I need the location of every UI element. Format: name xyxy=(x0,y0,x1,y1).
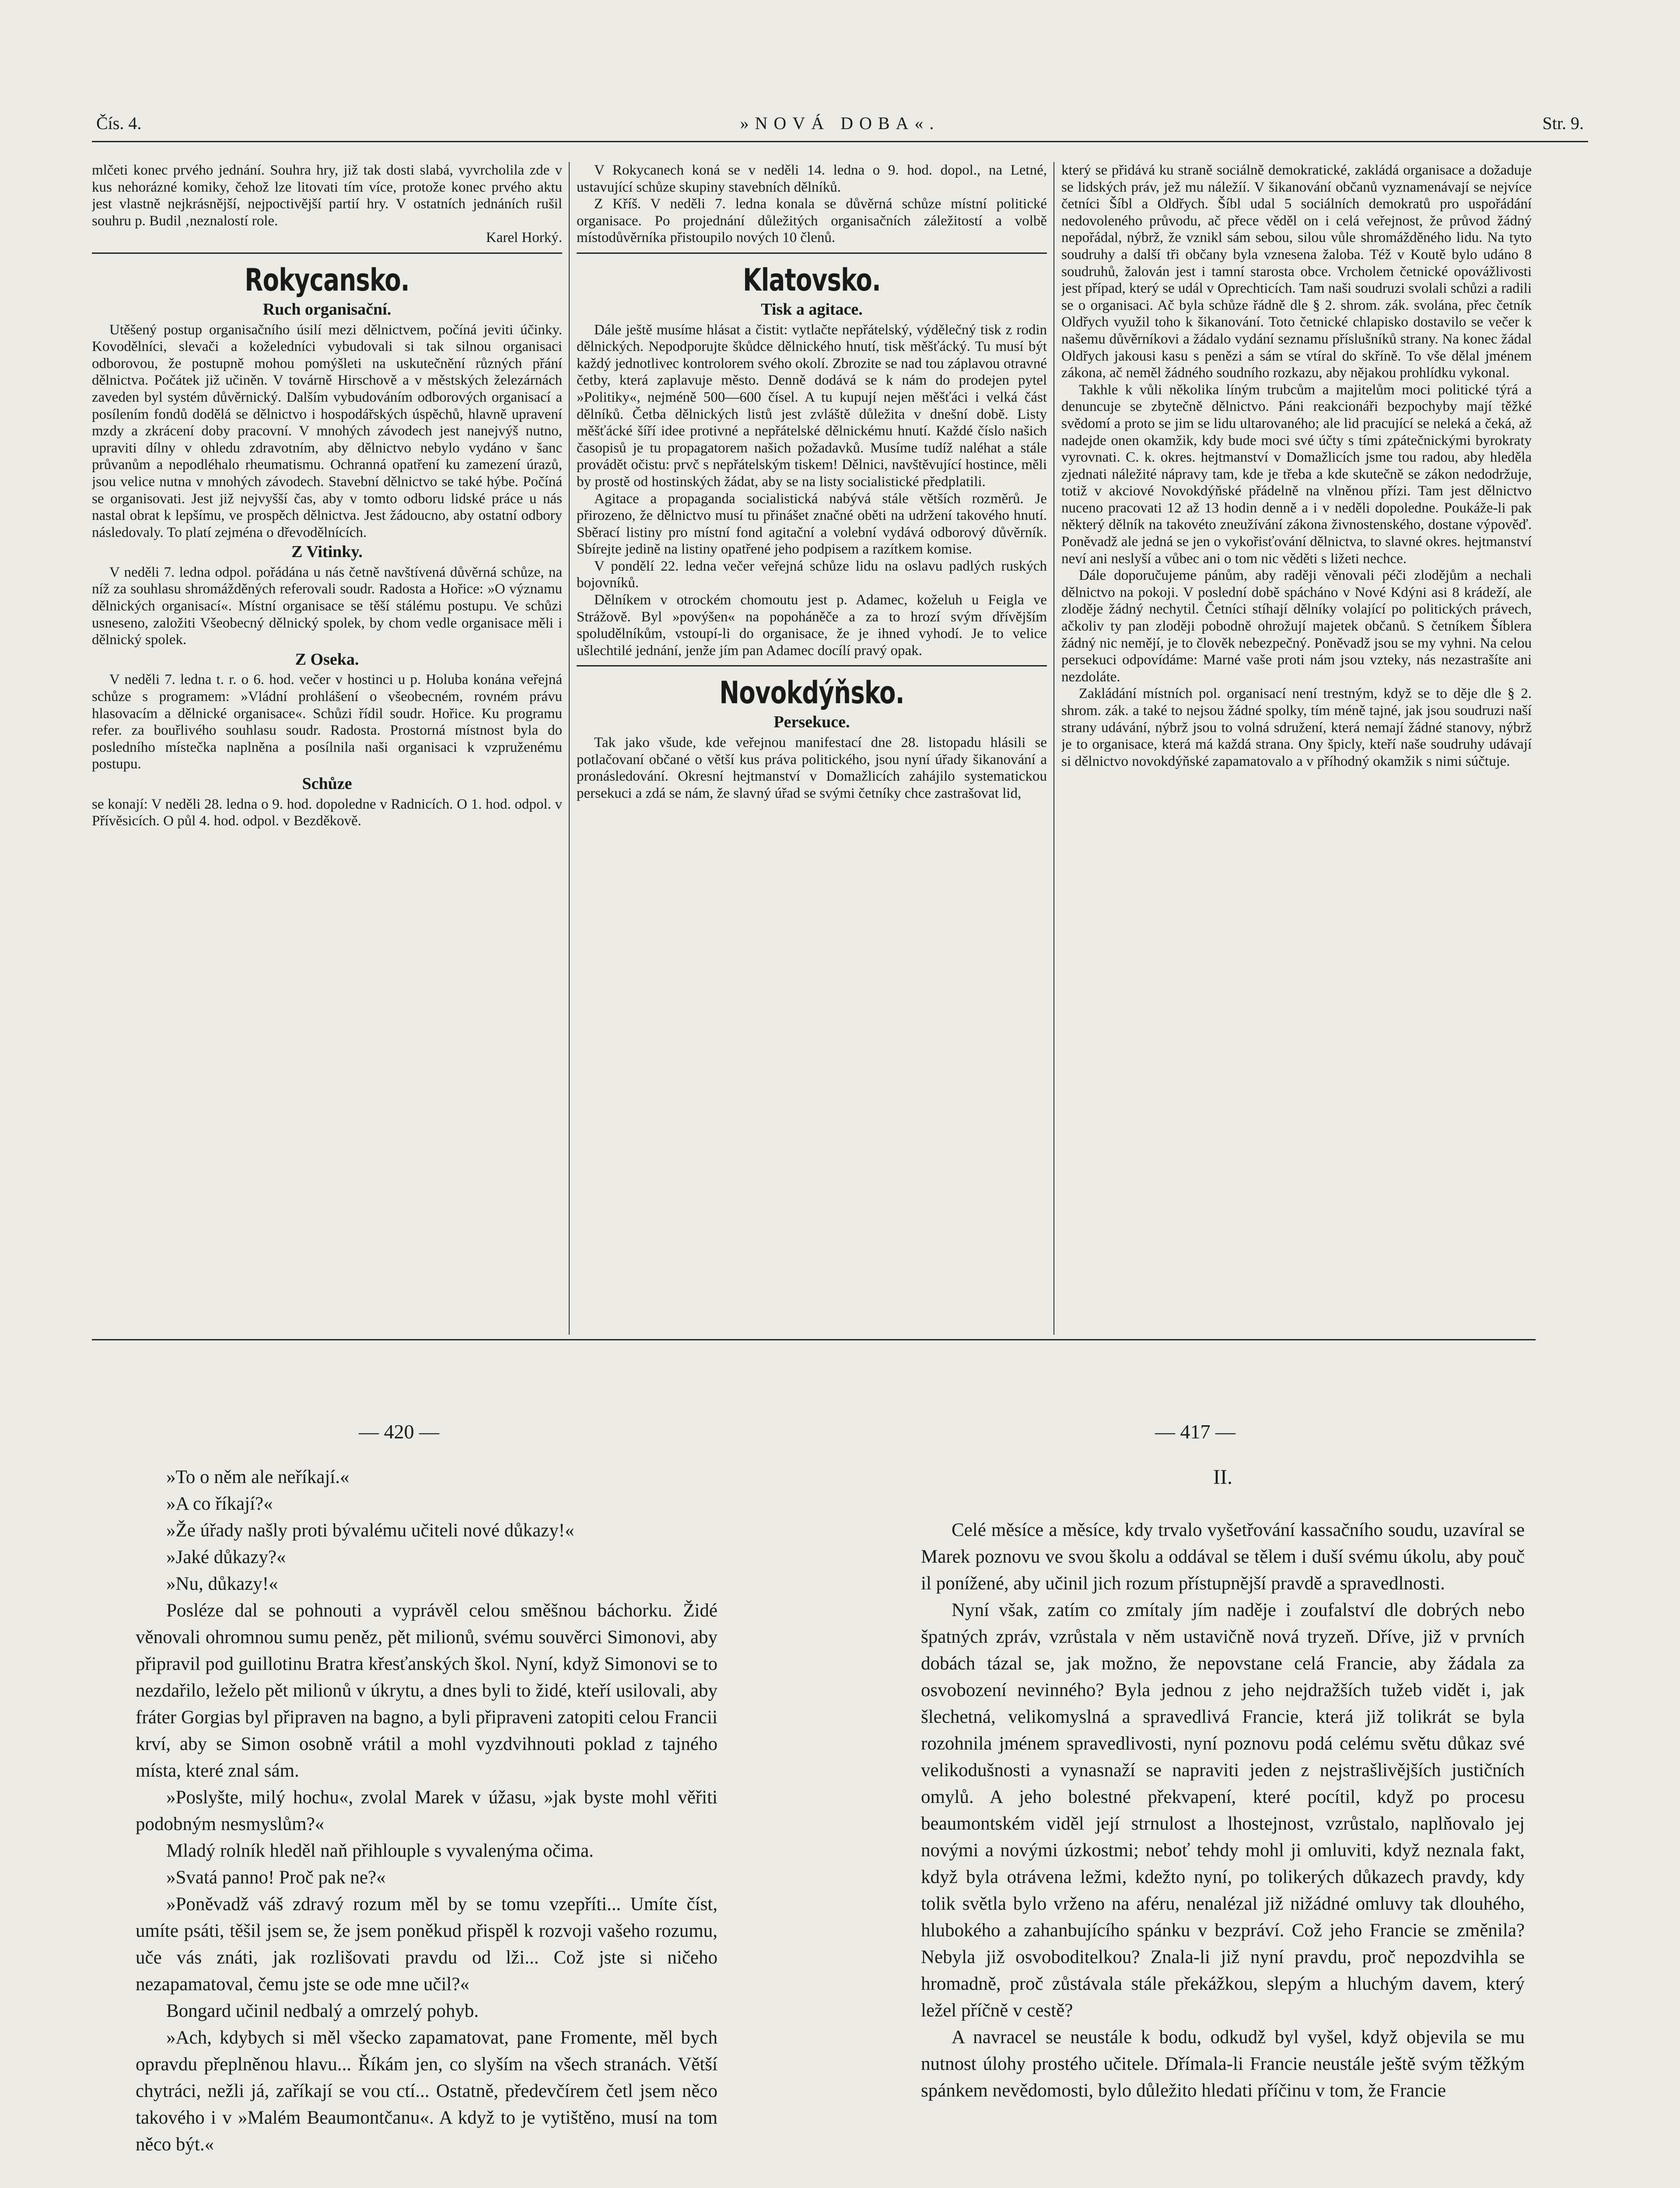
region-heading-klatovsko: Klatovsko. xyxy=(743,262,881,298)
article-paragraph: Agitace a propaganda socialistická nabývá stále větších rozměrů. Je přirozeno, že dělnictvo musí tu přinášet značné oběti na udržení takového hnutí. Sběrací listiny pro místní fond agitační a volební vydává odborový důvěrník. Sbírejte jedině na listiny opatřené jeho podpisem a razítkem komise. xyxy=(577,491,1047,558)
review-signature: Karel Horký. xyxy=(486,230,562,246)
article-paragraph: Dále doporučujeme pánům, aby raději věnovali péči zlodějům a nechali dělnictvo na pokoji. V poslední době spácháno v Nové Kdýni asi 8 krádeží, ale zloděje žádný nechytil. Četníci stíhají dělníky volající po politických právech, ačkoliv ty pan zloději pobodně ohrožují majetek občanů. S četníkem Šíblera žádný nic nemějí, je to člověk nebezpečný. Poněvadž jsou se my vyhni. Na celou persekuci odpovídáme: Marné vaše proti nám jsou vzteky, nás nezastrašíte ani nezdoláte. xyxy=(1061,568,1532,685)
article-paragraph: V Rokycanech koná se v neděli 14. ledna o 9. hod. dopol., na Letné, ustavující schůze skupiny stavebních dělníků. xyxy=(577,162,1047,195)
book-paragraph: Nyní však, zatím co zmítaly jím naděje i zoufalství dle dobrých nebo špatných zpráv, vzrůstala v něm ustavičně nová tryzeň. Dříve, již v prvních dobách tázal se, jak možno, že nepovstane celá Francie, aby žádala za osvobození nevinného? Byla jednou z jeho nejdražších tužeb vidět i, jak šlechetná, velikomyslná a spravedlivá Francie, která již tolikrát se byla rozohnila jménem spravedlivosti, nyní poznovu podá celému světu důkaz své velikodušnosti a vynasnaží se napraviti jeden z nejstrašlivějších justičních omylů. A jeho bolestné překvapení, které pocítil, když po procesu beaumontském viděl její strnulost a lhostejnost, vzrůstalo, naplňovalo jej novými a novými úzkostmi; neboť tehdy mohl ji omluviti, když neznala fakt, když byla otrávena ležmi, kdežto nyní, po tolikerých důkazech pravdy, kdy tolik světla bylo vrženo na aféru, nenalézal již nižádné omluvy tak dlouhého, hlubokého a zahanbujícího spánku v bezpráví. Což jeho Francie se změnila? Nebyla již osvoboditelkou? Znala-li již nyní pravdu, proč nepozdvihla se hromadně, proč zůstávala stále překážkou, slepým a hluchým davem, který ležel příčně v cestě? xyxy=(921,1600,1525,2021)
book-paragraph: »A co říkají?« xyxy=(166,1494,273,1514)
column-3 xyxy=(1061,162,1532,1335)
subheading: Tisk a agitace. xyxy=(761,300,863,319)
section-divider xyxy=(577,252,1047,254)
book-paragraph: »Ach, kdybych si měl všecko zapamatovat, pane Fromente, měl bych opravdu přeplněnou hlavu... Říkám jen, co slyším na všech stranách. Větší chytráci, nežli já, zaříkají se vou ctí... Ostatně, předevčírem četl jsem něco takového i v »Malém Beaumontčanu«. A když to je vytištěno, musí na tom něco být.« xyxy=(136,2027,718,2155)
article-paragraph: Zakládání místních pol. organisací není trestným, když se to děje dle § 2. shrom. zák. a také to nejsou žádné spolky, tím méně tajné, jak jsou soudruzi naší strany udávání, nýbrž jsou to volná sdružení, která nemají žádné stanovy, nýbrž je to organisace, která má každá strana. Ony špicly, kteří naše soudruhy udávají si dělnictvo novokdýňské zapamatovalo a v příhodný okamžik s nimi súčtuje. xyxy=(1061,686,1532,769)
theatre-review-ending: mlčeti konec prvého jednání. Souhra hry, již tak dosti slabá, vyvrcholila zde v kus nehorázné komiky, čehož lze litovati tím více, protože konec prvého aktu jest vlastně nejkrásnější, nejpoctivější partií hry. V ostatních jednáních rušil souhru p. Budil ‚neznalostí role. xyxy=(92,162,562,229)
section-divider xyxy=(577,665,1047,666)
article-paragraph: se konají: V neděli 28. ledna o 9. hod. dopoledne v Radnicích. O 1. hod. odpol. v Přívěsicích. O půl 4. hod. odpol. v Bezděkově. xyxy=(92,796,562,829)
article-paragraph: Tak jako všude, kde veřejnou manifestací dne 28. listopadu hlásili se potlačovaní občané o větší kus práva politického, jsou nyní úřady šikanování a pronásledování. Okresní hejtmanství v Domažlicích zahájilo systematickou persekuci a zdá se nám, že slavný úřad se svými četníky chce zastrašovat lid, xyxy=(577,735,1047,801)
article-paragraph: Z Kříš. V neděli 7. ledna konala se důvěrná schůze místní politické organisace. Po projednání důležitých organisačních záležitostí a volbě místodůvěrníka přistoupilo nových 10 členů. xyxy=(577,196,1047,246)
article-paragraph: Dále ještě musíme hlásat a čistit: vytlačte nepřátelský, výdělečný tisk z rodin dělnických. Nepodporujte škůdce dělnického hnutí, tisk měšťácký. Tu musí být každý jednotlivec kontrolorem svého okolí. Zbrozite se nad tou záplavou otravné četby, která zaplavuje město. Denně dodává se k nám do prodejen pytel »Politiky«, nejméně 500—600 čísel. A tu kupují nejen měšťáci i velká část dělníků. Četba dělnických listů jest zvláště důležita v dnešní době. Listy měšťácké šíří idee protivné a nepřátelské dělnickému hnutí. Každé číslo našich časopisů je tu propagatorem našich požadavků. Musíme tudíž naléhat a stále provádět očistu: prvč s nepřátelským tiskem! Dělnici, navštěvující hostince, měli by prostě od hostinských žádat, aby se na listy socialistické předplatili. xyxy=(577,322,1047,490)
right-page-number: — 417 — xyxy=(1155,1420,1236,1443)
page-label: Str. 9. xyxy=(1542,113,1584,133)
column-separator xyxy=(569,162,570,1335)
book-paragraph: »Poslyšte, milý hochu«, zvolal Marek v úžasu, »jak byste mohl věřiti podobným nesmyslům?« xyxy=(136,1787,718,1834)
subheading: Z Oseka. xyxy=(295,650,359,669)
subheading: Z Vitinky. xyxy=(291,543,363,561)
article-paragraph: V neděli 7. ledna odpol. pořádána u nás četně navštívená důvěrná schůze, na níž za souhlasu shromážděných referovali soudr. Radosta a Hořice: »O významu dělnických organisací«. Místní organisace se těší stálému postupu. Ve schůzi usneseno, založiti Všeobecný dělnický spolek, by chom vedle organisace měli i dělnický spolek. xyxy=(92,564,562,648)
right-book-page xyxy=(921,1464,1525,2188)
article-paragraph: Takhle k vůli několika líným trubcům a majitelům moci politické týrá a denuncuje se zbytečně dělnictvo. Páni reakcionáři bezpochyby mají těžké svědomí a proto se jim se lidu ultarovaného; ale lid pracující se neleká a čeká, až nadejde onen okamžik, kdy bude moci své účty s tími zpátečnickými byrokraty vyrovnati. C. k. okres. hejtmanství v Domažlicích jsme tou radou, aby hleděla zjednati náležité nápravy tam, kde je třeba a kde skutečně se zákon nedodržuje, totiž v akciové Novokdýňské přádelně na vlněnou přízi. Tam jest dělnictvo nuceno pracovati 12 až 13 hodin denně a i v neděli dopoledne. Poukáže-li pak některý dělník na takovéto zneužívání zákona živnostenského, dostane výpověď. Poněvadž ale jedná se jen o vykořisťování dělnictva, to slavné okres. hejtmanství neví ani neslyší a vůbec ani o tom nic věděti s ližeti nechce. xyxy=(1061,382,1532,567)
column-1 xyxy=(92,162,562,1335)
book-paragraph: »Nu, důkazy!« xyxy=(166,1574,278,1594)
left-book-page xyxy=(136,1464,718,2188)
region-heading-novokdynsko: Novokdýňsko. xyxy=(719,675,904,711)
header-rule xyxy=(92,141,1588,142)
chapter-number: II. xyxy=(1213,1466,1232,1489)
book-paragraph: »To o něm ale neříkají.« xyxy=(166,1467,350,1487)
newspaper-header xyxy=(96,113,1584,139)
issue-number: Čís. 4. xyxy=(96,113,142,133)
article-paragraph: který se přidává ku straně sociálně demokratické, zakládá organisace a dožaduje se lidských práv, jež mu náležíí. V šikanování občanů vyznamenávají se nejvíce četníci Šíbl a Oldřych. Šíbl udal 5 sociálních demokratů pro uspořádání nedovoleného průvodu, ač přece věděl on i celá veřejnost, že průvod žádný nepořádal, nýbrž, že vznikl sám sebou, silou vůle shromážděného lidu. Na tyto soudruhy a další tři občany byla vznesena žaloba. Též v Koutě bylo udáno 8 soudruhů, žalován jest i tamní starosta obce. Vrcholem četnické opovážlivosti jest případ, který se udál v Oprechticích. Tam naši soudruzi svolali schůzi a radili se o organisaci. Ač byla schůze řádně dle § 2. shrom. zák. svolána, přec četník Oldřych využil toho k šikanování. Toto četnické chlapisko dostavilo se večer k našemu důvěrníkovi a žádalo vydání seznamu příslušníků strany. Na konec žádal Oldřych jakousi kasu s penězi a sám se vtíral do skříně. To vše dělal jménem zákona, ač neměl žádného soudního rozkazu, aby nějakou prohlídku vykonal. xyxy=(1061,162,1532,381)
bottom-rule xyxy=(92,1339,1536,1340)
subheading: Schůze xyxy=(302,775,352,793)
book-paragraph: Celé měsíce a měsíce, kdy trvalo vyšetřování kassačního soudu, uzavíral se Marek poznovu ve svou školu a oddával se tělem i duší svému úkolu, aby pouč il ponížené, aby učinil jich rozum přístupnější pravdě a spravedlnosti. xyxy=(921,1520,1525,1594)
article-paragraph: V pondělí 22. ledna večer veřejná schůze lidu na oslavu padlých ruských bojovníků. xyxy=(577,558,1047,591)
subheading: Persekuce. xyxy=(774,713,850,732)
section-divider xyxy=(92,252,562,254)
newspaper-title: »NOVÁ DOBA«. xyxy=(740,113,940,133)
book-paragraph: Bongard učinil nedbalý a omrzelý pohyb. xyxy=(166,2001,479,2021)
book-paragraph: »Jaké důkazy?« xyxy=(166,1547,286,1567)
book-paragraph: »Že úřady našly proti bývalému učiteli nové důkazy!« xyxy=(166,1520,574,1541)
article-paragraph: Dělníkem v otrockém chomoutu jest p. Adamec, koželuh u Feigla ve Strážově. Byl »povýšen« na popoháněče a za to hrozí svým dřívějším spoludělníkům, vstoupí-li do organisace, že je ihned vyhodí. Je to velice ušlechtilé jednání, jenže jím pan Adamec docílí pravý opak. xyxy=(577,592,1047,659)
book-paragraph: Posléze dal se pohnouti a vyprávěl celou směšnou báchorku. Židé věnovali ohromnou sumu peněz, pět milionů, svému souvěrci Simonovi, aby připravil pod guillotinu Bratra křesťanských škol. Nyní, když Simonovi se to nezdařilo, leželo pět milionů v úkrytu, a dnes byli to židé, kteří usilovali, aby fráter Gorgias byl připraven na bagno, a byli připraveni zatopiti celou Francii krví, aby se Simon osobně vrátil a mohl vyzdvihnouti poklad z tajného místa, které znal sám. xyxy=(136,1600,718,1781)
left-page-number: — 420 — xyxy=(359,1420,439,1443)
article-paragraph: Utěšený postup organisačního úsilí mezi dělnictvem, počíná jeviti účinky. Kovodělníci, slevači a koželedníci vybudovali si tak silnou organisaci odborovou, že postupně mohou pomýšleti na uskutečnění různých přání dělnictva. Počátek již učiněn. V továrně Hirschově a v městských železárnách zaveden byl systém důvěrnický. Dalším vybudováním odborových organisací a posílením fondů dodělá se dělnictvo i hospodářských úspěchů, hlavně upravení mzdy a zkrácení doby pracovní. V mnohých závodech jest nanejvýš nutno, upraviti dílny v ohledu zdravotním, aby dělnictvo nebylo vydáno v šanc průvanům a nepodléhalo rheumatismu. Ochranná opatření ku zamezení úrazů, jsou velice nutna v mnohých závodech. Stavební dělnictvo se také hýbe. Počíná se organisovati. Jest již nejvyšší čas, aby v tomto odboru lidské práce u nás nastal obrat k lepšímu, ve prospěch dělnictva. Jest žádoucno, aby ostatní odbory následovaly. To platí zejména o dřevodělnících. xyxy=(92,322,562,540)
region-heading-rokycansko: Rokycansko. xyxy=(245,262,410,298)
column-2 xyxy=(577,162,1047,1335)
subheading: Ruch organisační. xyxy=(262,300,392,319)
book-paragraph: »Svatá panno! Proč pak ne?« xyxy=(166,1867,386,1888)
article-paragraph: V neděli 7. ledna t. r. o 6. hod. večer v hostinci u p. Holuba konána veřejná schůze s programem: »Vládní prohlášení o všeobecném, rovném právu hlasovacím a dělnické organisace«. Schůzi řídil soudr. Hořice. Ku programu refer. za bouřlivého souhlasu soudr. Radosta. Prostorná místnost byla do posledního místečka naplněna a posílnila naši organisaci k vzpruženému postupu. xyxy=(92,672,562,772)
book-paragraph: »Poněvadž váš zdravý rozum měl by se tomu vzepříti... Umíte číst, umíte psáti, těšil jsem se, že jsem poněkud přispěl k rozvoji vašeho rozumu, uče vás znáti, jak rozlišovati pravdu od lži... Což jste si ničeho nezapamatoval, čemu jste se ode mne učil?« xyxy=(136,1894,718,1995)
book-paragraph: A navracel se neustále k bodu, odkudž byl vyšel, když objevila se mu nutnost úlohy prostého učitele. Dřímala-li Francie neustále ještě svým těžkým spánkem nevědomosti, bylo důležito hledati příčinu v tom, že Francie xyxy=(921,2027,1525,2101)
book-paragraph: Mladý rolník hleděl naň přihlouple s vyvalenýma očima. xyxy=(166,1841,594,1861)
